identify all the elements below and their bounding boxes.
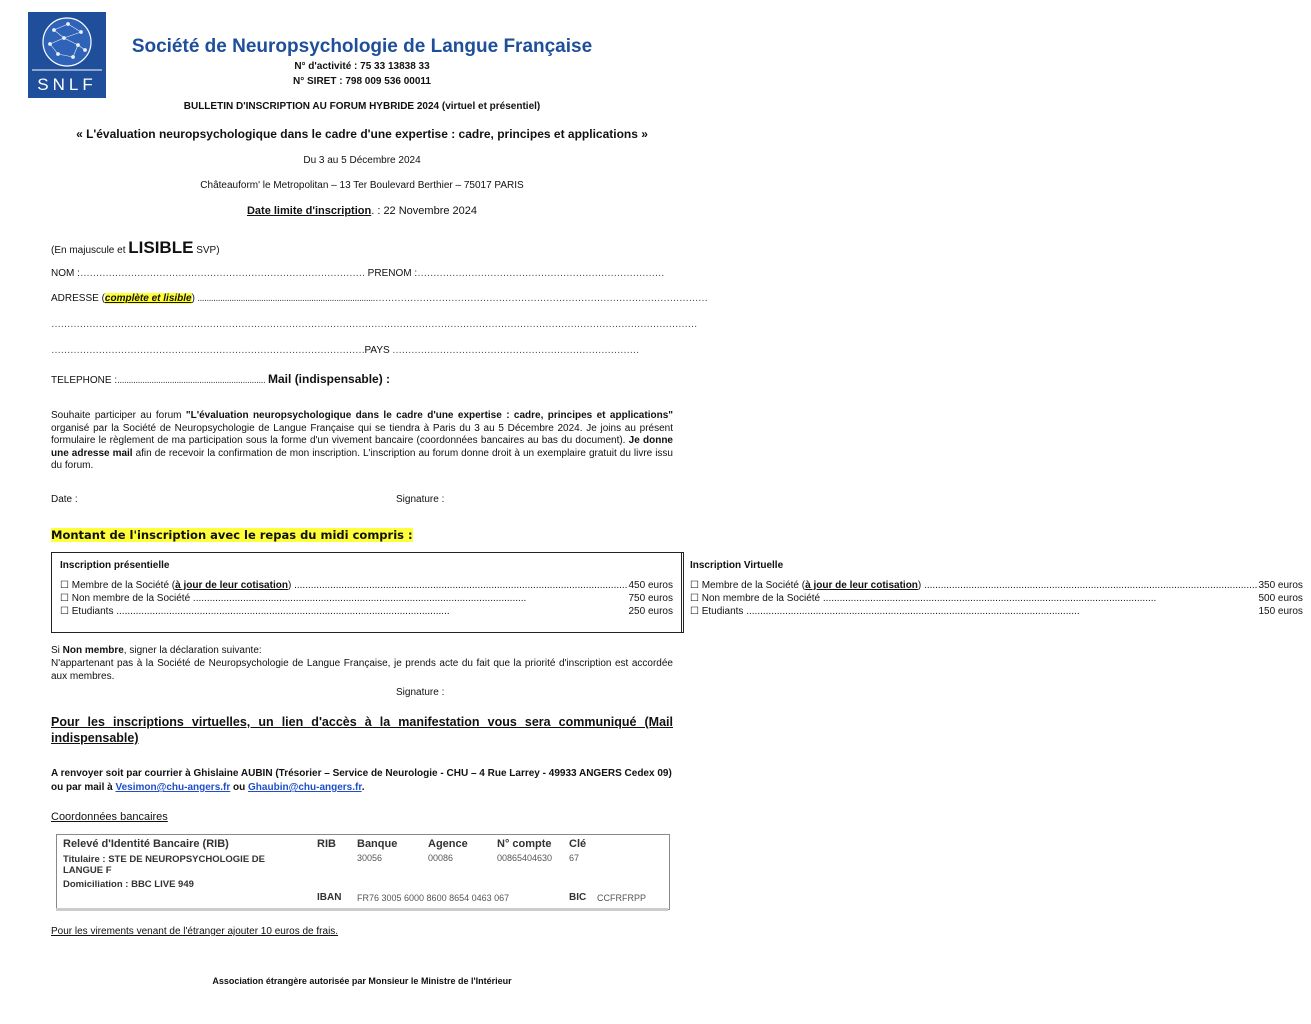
- compte-label: N° compte: [497, 838, 552, 850]
- banque-label: Banque: [357, 838, 398, 850]
- participation-paragraph: Souhaite participer au forum "L'évaluation neuropsychologique dans le cadre d'une expertise : cadre, principes et applications" organisé par la Société de Neuropsychologie de Langue Française qui se tiendra à Paris du 3 au 5 Décembre 2024. Je joins au présent formulaire le règlement de ma participation sous la forme d'un vivement bancaire (coordonnées bancaires au bas du document). Je donne une adresse mail afin de recevoir la confirmation de mon inscription. L'inscription au forum donne droit à un exemplaire gratuit du livre issu du forum.: [51, 410, 673, 471]
- fee-row[interactable]: ☐ Non membre de la Société ..... 500 euros: [690, 592, 1303, 605]
- adresse-line[interactable]: ADRESSE (complète et lisible) ..............................................................................……………………………………………………………………………………………: [51, 293, 708, 304]
- mail-label: Mail (indispensable) :: [268, 372, 391, 386]
- fees-virtuelle: [681, 553, 1311, 632]
- signature-label-2: Signature :: [396, 687, 445, 698]
- rib-holder: Titulaire : STE DE NEUROPSYCHOLOGIE DE LANGUE F: [63, 854, 265, 876]
- fees-presentiel: [52, 553, 681, 632]
- banque-value: 30056: [357, 853, 383, 863]
- non-member-intro: Si Non membre, signer la déclaration suivante:: [51, 645, 262, 656]
- compte-value: 00865404630: [497, 853, 553, 863]
- nom-label: NOM :: [51, 268, 80, 279]
- iban-label: IBAN: [317, 892, 342, 903]
- agence-value: 00086: [428, 853, 454, 863]
- foreign-note: Pour les virements venant de l'étranger ajouter 10 euros de frais.: [51, 926, 339, 937]
- prenom-label: PRENOM :: [367, 268, 418, 279]
- non-member-text: N'appartenant pas à la Société de Neuropsychologie de Langue Française, je prends acte du fait que la priorité d'inscription est accordée aux membres.: [51, 658, 673, 682]
- fee-row[interactable]: ☐ Membre de la Société (à jour de leur cotisation) ..... 350 euros: [690, 579, 1303, 592]
- bic-value: CCFRFRPP: [597, 893, 646, 903]
- forum-dates: Du 3 au 5 Décembre 2024: [303, 155, 421, 166]
- fees-heading-text: Montant de l'inscription avec le repas du midi compris :: [51, 528, 413, 542]
- activity-number: N° d'activité : 75 33 13838 33: [294, 61, 430, 72]
- return-line-2: ou par mail à Vesimon@chu-angers.fr ou Ghaubin@chu-angers.fr.: [51, 782, 365, 793]
- adresse-end: ): [191, 293, 195, 304]
- fees-heading: [51, 528, 413, 542]
- telephone-line[interactable]: TELEPHONE :................................................................. Mail (indispensable) :: [51, 372, 391, 386]
- agence-label: Agence: [428, 838, 468, 850]
- telephone-label: TELEPHONE :: [51, 375, 118, 386]
- email-link-ghaubin[interactable]: Ghaubin@chu-angers.fr: [248, 782, 362, 793]
- adresse-label: ADRESSE (: [51, 293, 105, 304]
- siret-number: N° SIRET : 798 009 536 00011: [293, 76, 431, 87]
- forum-venue: Châteauform' le Metropolitan – 13 Ter Boulevard Berthier – 75017 PARIS: [200, 180, 524, 191]
- footer-note: Association étrangère autorisée par Monsieur le Ministre de l'Intérieur: [212, 976, 512, 986]
- adresse-line-2[interactable]: ……………………………………………………………………………………………………………………………………………………………………………………: [51, 319, 697, 330]
- instruction: [51, 238, 220, 258]
- return-line-1: A renvoyer soit par courrier à Ghislaine AUBIN (Trésorier – Service de Neurologie - CHU – 4 Rue Larrey - 49933 ANGERS Cedex 09): [51, 768, 672, 779]
- deadline-value: . : 22 Novembre 2024: [371, 205, 478, 217]
- cle-value: 67: [569, 853, 580, 863]
- adresse-hint: complète et lisible: [104, 293, 192, 304]
- fees-virtuelle-title: Inscription Virtuelle: [689, 560, 784, 571]
- rib-title: Relevé d'Identité Bancaire (RIB): [63, 838, 229, 850]
- fee-row[interactable]: ☐ Etudiants ..... 250 euros: [60, 605, 673, 618]
- rib-shadow: [56, 908, 668, 911]
- rib-box: [56, 834, 670, 910]
- signature-label: Signature :: [396, 494, 445, 505]
- instruction-prefix: (En majuscule et: [51, 245, 129, 256]
- rib-domiciliation: Domiciliation : BBC LIVE 949: [63, 879, 194, 890]
- fees-presentiel-title: Inscription présentielle: [60, 560, 170, 571]
- deadline-label: Date limite d'inscription: [246, 205, 372, 217]
- date-label: Date :: [51, 494, 78, 505]
- fee-row[interactable]: ☐ Non membre de la Société ..... 750 euros: [60, 592, 673, 605]
- organisation-name: Société de Neuropsychologie de Langue Française: [131, 36, 593, 57]
- iban-value: FR76 3005 6000 8600 8654 0463 067: [357, 893, 510, 903]
- nom-prenom-line[interactable]: NOM :……………………………………………………………………………… PRENOM :……………………………………………………………………: [51, 268, 665, 279]
- pays-line[interactable]: ………………………………………………………………………………………PAYS ……………………………………………………………………: [51, 345, 639, 356]
- fee-row[interactable]: ☐ Membre de la Société (à jour de leur cotisation) ..... 450 euros: [60, 579, 673, 592]
- bank-heading: Coordonnées bancaires: [51, 811, 168, 823]
- cle-label: Clé: [569, 838, 587, 850]
- deadline: [0, 205, 724, 217]
- fee-row[interactable]: ☐ Etudiants ..... 150 euros: [690, 605, 1303, 618]
- email-link-vesimon[interactable]: Vesimon@chu-angers.fr: [115, 782, 231, 793]
- instruction-strong: LISIBLE: [128, 238, 194, 257]
- virtual-note: Pour les inscriptions virtuelles, un lien d'accès à la manifestation vous sera communiqué (Mail indispensable): [51, 715, 673, 745]
- rib-label: RIB: [317, 838, 336, 850]
- forum-subtitle: « L'évaluation neuropsychologique dans le cadre d'une expertise : cadre, principes et applications »: [76, 127, 648, 141]
- bic-label: BIC: [569, 892, 587, 903]
- fees-table: [51, 552, 1303, 633]
- logo-text: SNLF: [37, 75, 97, 94]
- instruction-suffix: SVP): [193, 245, 220, 256]
- pays-label: PAYS: [364, 345, 390, 356]
- form-title: BULLETIN D'INSCRIPTION AU FORUM HYBRIDE 2024 (virtuel et présentiel): [183, 101, 541, 112]
